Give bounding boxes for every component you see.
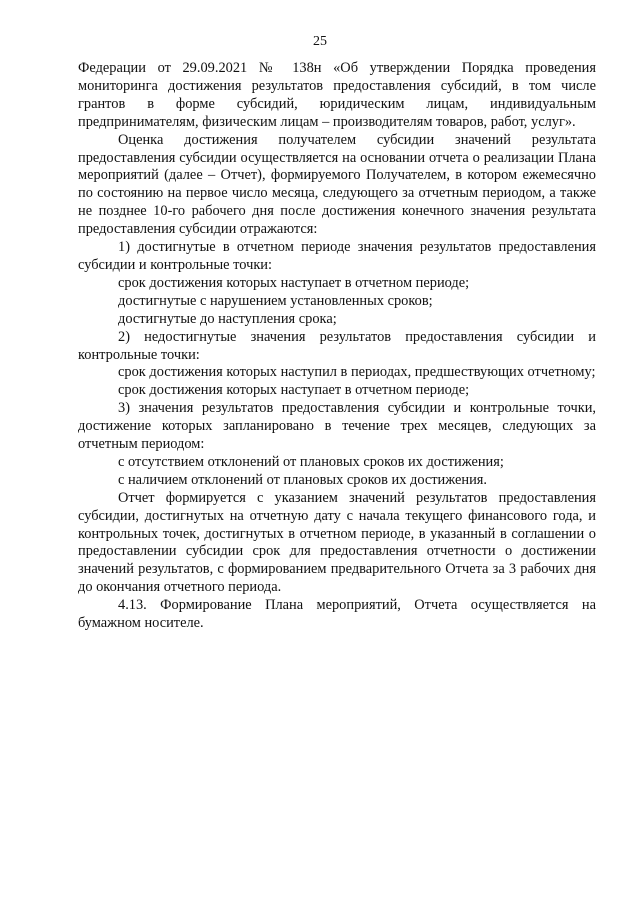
paragraph-4-13: 4.13. Формирование Плана мероприятий, Отчета осуществляется на бумажном носителе.	[78, 597, 596, 632]
list-subitem: с отсутствием отклонений от плановых сроков их достижения;	[118, 453, 504, 470]
paragraph-continuation: Федерации от 29.09.2021 № 138н «Об утверждении Порядка проведения мониторинга достижения результатов предоставления субсидий, в том числе грантов в форме субсидий, юридическим лицам, индивидуальным предпринимателям, физическим лицам – производителям товаров, работ, услуг».	[78, 60, 596, 130]
list-subitem: достигнутые с нарушением установленных сроков;	[118, 292, 433, 309]
paragraph-report-formation: Отчет формируется с указанием значений результатов предоставления субсидии, достигнутых на отчетную дату с начала текущего финансового года, и контрольных точек, достигнутых в отчетном периоде, в указанный в соглашении о предоставлении субсидии срок для предоставления отчетности о достижении значений результатов, с формированием предварительного Отчета за 3 рабочих дня до окончания отчетного периода.	[78, 489, 596, 596]
page-number: 25	[313, 34, 327, 49]
list-item-2: 2) недостигнутые значения результатов предоставления субсидии и контрольные точки:	[78, 328, 596, 363]
paragraph-evaluation: Оценка достижения получателем субсидии значений результата предоставления субсидии осуществляется на основании отчета о реализации Плана мероприятий (далее – Отчет), формируемого Получателем, в котором ежемесячно по состоянию на первое число месяца, следующего за отчетным периодом, а также не позднее 10-го рабочего дня после достижения конечного значения результата предоставления субсидии отражаются:	[78, 131, 596, 238]
list-subitem: срок достижения которых наступает в отчетном периоде;	[118, 274, 470, 291]
list-subitem: достигнутые до наступления срока;	[118, 310, 337, 327]
list-subitem: срок достижения которых наступил в периодах, предшествующих отчетному;	[118, 364, 596, 381]
list-subitem: с наличием отклонений от плановых сроков их достижения.	[118, 471, 488, 488]
list-item-1: 1) достигнутые в отчетном периоде значения результатов предоставления субсидии и контрольные точки:	[78, 239, 596, 273]
list-item-3: 3) значения результатов предоставления субсидии и контрольные точки, достижение которых запланировано в течение трех месяцев, следующих за отчетным периодом:	[78, 400, 596, 453]
document-body	[78, 60, 596, 633]
list-subitem: срок достижения которых наступает в отчетном периоде;	[118, 382, 470, 399]
